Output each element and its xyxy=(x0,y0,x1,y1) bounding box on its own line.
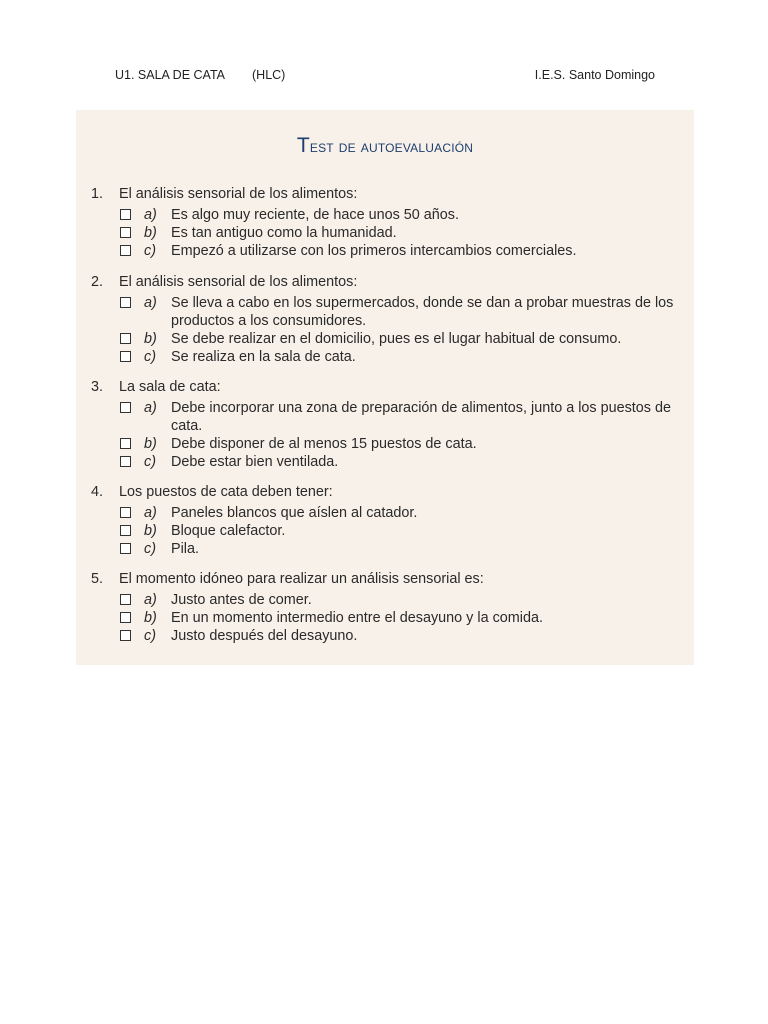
option-letter: c) xyxy=(144,243,156,259)
question-text: La sala de cata: xyxy=(119,379,221,395)
question-header xyxy=(91,184,691,204)
option-letter: b) xyxy=(144,331,157,347)
option-letter: c) xyxy=(144,541,156,557)
option-text: Es tan antiguo como la humanidad. xyxy=(171,225,397,241)
option-text: Debe incorporar una zona de preparación de alimentos, junto a los puestos de cata. xyxy=(171,400,671,434)
test-title xyxy=(76,134,694,158)
answer-option[interactable] xyxy=(91,242,691,260)
answer-option[interactable] xyxy=(91,399,691,435)
question-header xyxy=(91,377,691,397)
option-text: Debe disponer de al menos 15 puestos de cata. xyxy=(171,436,477,452)
question-text: El momento idóneo para realizar un análisis sensorial es: xyxy=(119,571,484,587)
question-text: Los puestos de cata deben tener: xyxy=(119,484,333,500)
option-text: Paneles blancos que aíslen al catador. xyxy=(171,505,418,521)
answer-option[interactable] xyxy=(91,591,691,609)
option-letter: c) xyxy=(144,454,156,470)
question-number: 4. xyxy=(91,484,104,500)
answer-checkbox[interactable] xyxy=(120,630,131,641)
answer-checkbox[interactable] xyxy=(120,438,131,449)
option-letter: b) xyxy=(144,523,157,539)
answer-checkbox[interactable] xyxy=(120,297,131,308)
question-4 xyxy=(91,482,691,558)
option-letter: a) xyxy=(144,295,157,311)
answer-checkbox[interactable] xyxy=(120,227,131,238)
answer-checkbox[interactable] xyxy=(120,402,131,413)
question-header xyxy=(91,569,691,589)
option-text: Es algo muy reciente, de hace unos 50 años. xyxy=(171,207,459,223)
option-text: Pila. xyxy=(171,541,199,557)
option-text: En un momento intermedio entre el desayuno y la comida. xyxy=(171,610,543,626)
answer-checkbox[interactable] xyxy=(120,351,131,362)
answer-option[interactable] xyxy=(91,627,691,645)
answer-option[interactable] xyxy=(91,453,691,471)
answer-option[interactable] xyxy=(91,206,691,224)
answer-checkbox[interactable] xyxy=(120,543,131,554)
test-title-initial: T xyxy=(296,134,310,157)
question-text: El análisis sensorial de los alimentos: xyxy=(119,186,358,202)
question-number: 5. xyxy=(91,571,104,587)
course-code: (HLC) xyxy=(252,68,286,82)
answer-checkbox[interactable] xyxy=(120,245,131,256)
page-header xyxy=(115,68,655,86)
option-text: Se lleva a cabo en los supermercados, donde se dan a probar muestras de los productos a los consumidores. xyxy=(171,295,674,329)
option-letter: a) xyxy=(144,400,157,416)
option-text: Justo antes de comer. xyxy=(171,592,312,608)
question-2 xyxy=(91,272,691,366)
answer-option[interactable] xyxy=(91,435,691,453)
option-text: Justo después del desayuno. xyxy=(171,628,358,644)
answer-checkbox[interactable] xyxy=(120,594,131,605)
option-letter: a) xyxy=(144,207,157,223)
answer-option[interactable] xyxy=(91,330,691,348)
option-letter: b) xyxy=(144,610,157,626)
question-number: 2. xyxy=(91,274,104,290)
option-text: Se debe realizar en el domicilio, pues es el lugar habitual de consumo. xyxy=(171,331,622,347)
answer-checkbox[interactable] xyxy=(120,456,131,467)
question-5 xyxy=(91,569,691,645)
option-letter: a) xyxy=(144,505,157,521)
option-letter: c) xyxy=(144,349,156,365)
answer-checkbox[interactable] xyxy=(120,507,131,518)
answer-option[interactable] xyxy=(91,540,691,558)
answer-checkbox[interactable] xyxy=(120,612,131,623)
option-text: Se realiza en la sala de cata. xyxy=(171,349,356,365)
option-text: Empezó a utilizarse con los primeros intercambios comerciales. xyxy=(171,243,577,259)
answer-option[interactable] xyxy=(91,294,691,330)
question-1 xyxy=(91,184,691,260)
question-3 xyxy=(91,377,691,471)
answer-checkbox[interactable] xyxy=(120,333,131,344)
answer-option[interactable] xyxy=(91,522,691,540)
school-name: I.E.S. Santo Domingo xyxy=(534,68,655,82)
option-letter: a) xyxy=(144,592,157,608)
answer-option[interactable] xyxy=(91,504,691,522)
question-number: 3. xyxy=(91,379,104,395)
answer-checkbox[interactable] xyxy=(120,525,131,536)
answer-checkbox[interactable] xyxy=(120,209,131,220)
option-letter: b) xyxy=(144,225,157,241)
option-letter: b) xyxy=(144,436,157,452)
answer-option[interactable] xyxy=(91,609,691,627)
question-text: El análisis sensorial de los alimentos: xyxy=(119,274,358,290)
option-text: Bloque calefactor. xyxy=(171,523,286,539)
question-header xyxy=(91,272,691,292)
test-title-rest: est de autoevaluación xyxy=(309,137,474,156)
unit-title: U1. SALA DE CATA xyxy=(115,68,225,82)
question-number: 1. xyxy=(91,186,104,202)
answer-option[interactable] xyxy=(91,224,691,242)
option-letter: c) xyxy=(144,628,156,644)
answer-option[interactable] xyxy=(91,348,691,366)
option-text: Debe estar bien ventilada. xyxy=(171,454,339,470)
question-header xyxy=(91,482,691,502)
